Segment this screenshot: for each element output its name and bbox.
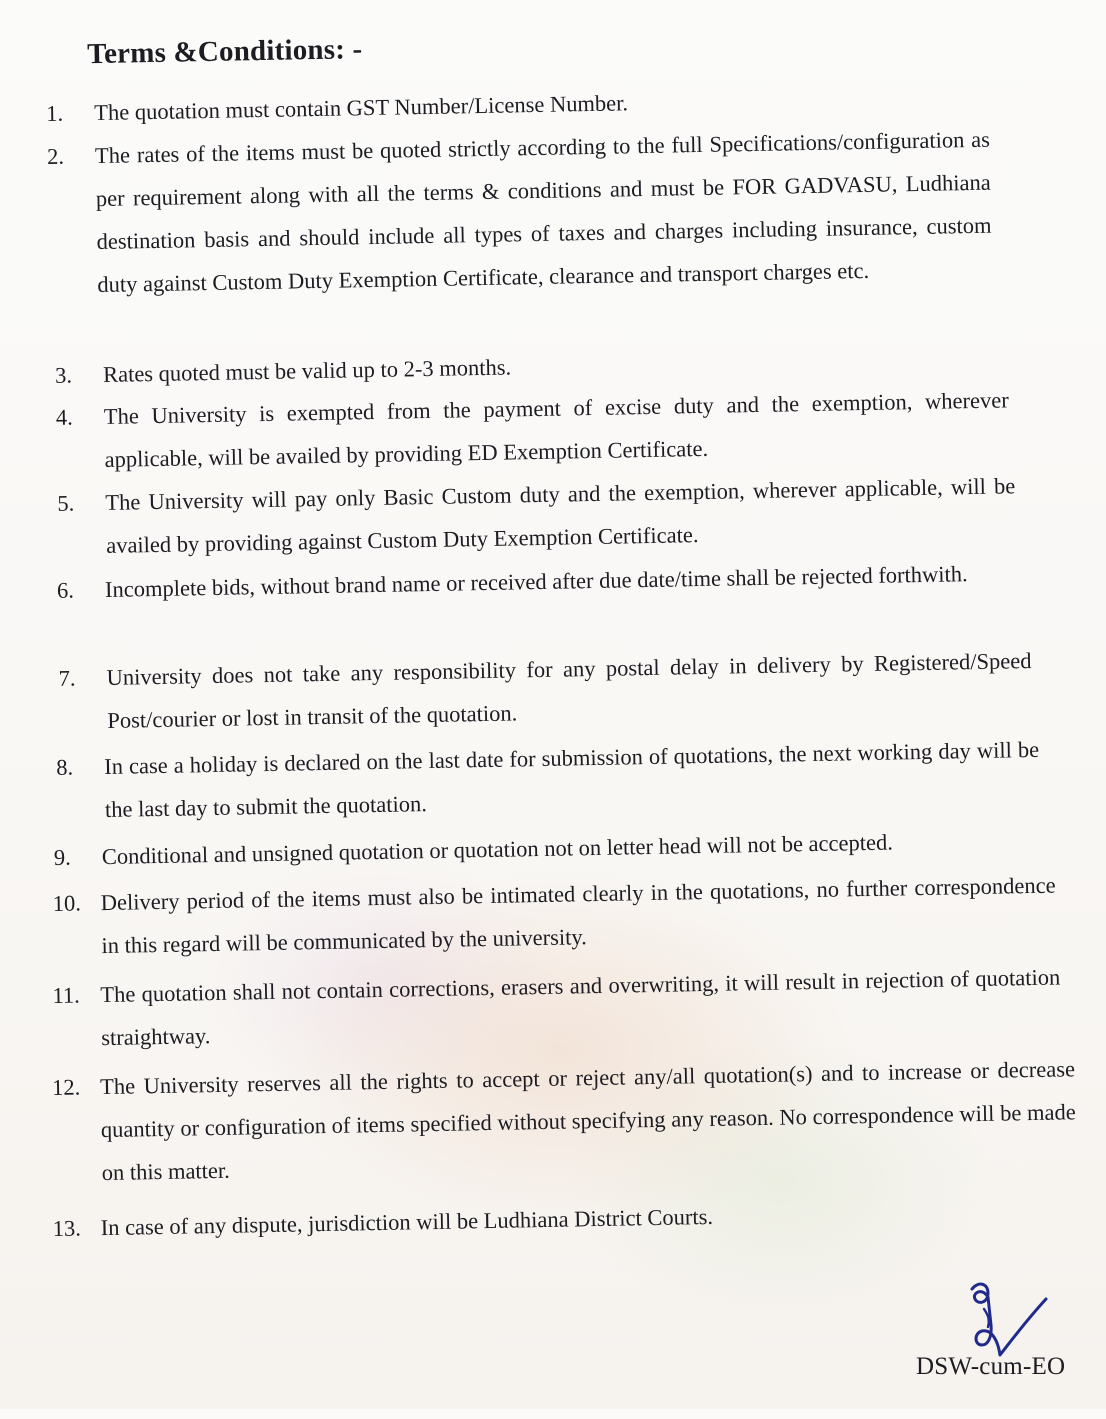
term-item: [51, 1047, 1077, 1194]
term-item: [46, 118, 993, 306]
term-number: 4.: [55, 404, 73, 430]
term-number: 1.: [46, 100, 64, 126]
term-text: The University is exempted from the payment of excise duty and the exemption, wherever applicable, will be availed by providing ED Exemption Certificate.: [103, 387, 1009, 472]
designation-label: DSW-cum-EO: [916, 1353, 1066, 1380]
term-item: [52, 1192, 861, 1249]
term-number: 7.: [58, 665, 76, 691]
term-number: 5.: [57, 490, 75, 516]
term-number: 13.: [52, 1215, 82, 1242]
term-number: 10.: [52, 890, 82, 916]
term-text: Conditional and unsigned quotation or quotation not on letter head will not be accepted.: [101, 829, 894, 870]
term-text: The quotation must contain GST Number/License Number.: [94, 90, 629, 126]
page-heading: Terms &Conditions: -: [86, 33, 363, 71]
term-text: In case a holiday is declared on the last date for submission of quotations, the next working day will be the last day to submit the quotation.: [104, 736, 1040, 822]
term-item: [57, 464, 1016, 567]
term-number: 11.: [52, 982, 80, 1008]
term-number: 6.: [56, 577, 75, 603]
term-item: [56, 728, 1040, 831]
term-number: 3.: [54, 362, 73, 388]
term-number: 2.: [46, 143, 65, 169]
term-text: Rates quoted must be valid up to 2-3 months.: [102, 354, 512, 387]
term-item: [52, 956, 1061, 1060]
term-text: Incomplete bids, without brand name or received after due date/time shall be rejected forthwith.: [104, 561, 968, 602]
term-text: The University will pay only Basic Custom duty and the exemption, wherever applicable, will be availed by providing against Custom Duty Exemption Certificate.: [105, 473, 1016, 558]
term-item: [55, 378, 1009, 481]
term-text: Delivery period of the items must also be intimated clearly in the quotations, no further correspondence in this regard will be communicated by the university.: [100, 872, 1056, 959]
term-text: University does not take any responsibility for any postal delay in delivery by Registered/Speed Post/courier or lost in transit of the quotation.: [106, 647, 1032, 733]
term-number: 8.: [56, 754, 74, 780]
term-text: The quotation shall not contain corrections, erasers and overwriting, it will result in rejection of quotation straightway.: [100, 964, 1061, 1051]
term-text: The rates of the items must be quoted strictly according to the full Specifications/configuration as per requirement along with all the terms & conditions and must be FOR GADVASU, Ludhiana destination basis and should include all types of taxes and charges including insurance, custom duty against Custom Duty Exemption Certificate, clearance and transport charges etc.: [94, 126, 992, 298]
term-item: [58, 639, 1032, 742]
term-item: [52, 864, 1056, 967]
term-text: In case of any dispute, jurisdiction will be Ludhiana District Courts.: [100, 1203, 714, 1241]
term-text: The University reserves all the rights to accept or reject any/all quotation(s) and to increase or decrease quantity or configuration of items specified without specifying any reason. No correspondence will be made on this matter.: [99, 1056, 1076, 1186]
term-number: 9.: [53, 844, 72, 870]
term-number: 12.: [51, 1074, 81, 1101]
